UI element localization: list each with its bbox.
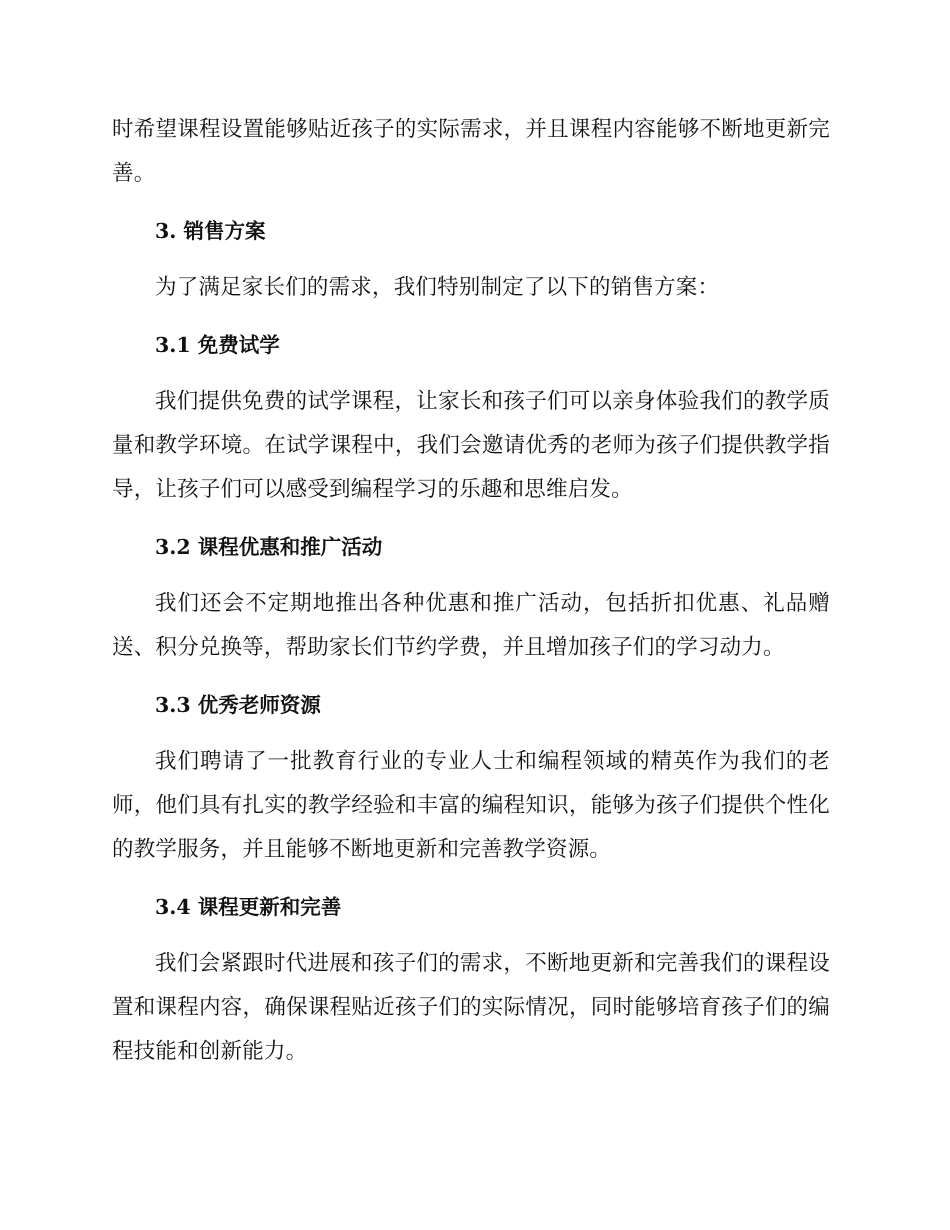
subsection-3-1-heading: 3.1 免费试学	[155, 333, 280, 357]
section-3-intro-paragraph: 为了满足家长们的需求，我们特别制定了以下的销售方案：	[155, 275, 720, 300]
subsection-3-2-heading: 3.2 课程优惠和推广活动	[155, 535, 383, 559]
subsection-3-2-paragraph: 我们还会不定期地推出各种优惠和推广活动，包括折扣优惠、礼品赠送、积分兑换等，帮助家长们节约学费，并且增加孩子们的学习动力。	[112, 591, 830, 660]
subsection-3-1-paragraph: 我们提供免费的试学课程，让家长和孩子们可以亲身体验我们的教学质量和教学环境。在试学课程中，我们会邀请优秀的老师为孩子们提供教学指导，让孩子们可以感受到编程学习的乐趣和思维启发。	[112, 389, 830, 502]
subsection-3-3-heading: 3.3 优秀老师资源	[155, 693, 321, 717]
subsection-3-4-heading: 3.4 课程更新和完善	[155, 895, 342, 919]
intro-continuation-paragraph: 时希望课程设置能够贴近孩子的实际需求，并且课程内容能够不断地更新完善。	[112, 117, 830, 186]
subsection-3-3-paragraph: 我们聘请了一批教育行业的专业人士和编程领域的精英作为我们的老师，他们具有扎实的教学经验和丰富的编程知识，能够为孩子们提供个性化的教学服务，并且能够不断地更新和完善教学资源。	[112, 749, 830, 862]
subsection-3-4-paragraph: 我们会紧跟时代进展和孩子们的需求，不断地更新和完善我们的课程设置和课程内容，确保课程贴近孩子们的实际情况，同时能够培育孩子们的编程技能和创新能力。	[112, 951, 830, 1064]
section-3-heading: 3. 销售方案	[155, 219, 266, 243]
document-body	[112, 108, 830, 1074]
